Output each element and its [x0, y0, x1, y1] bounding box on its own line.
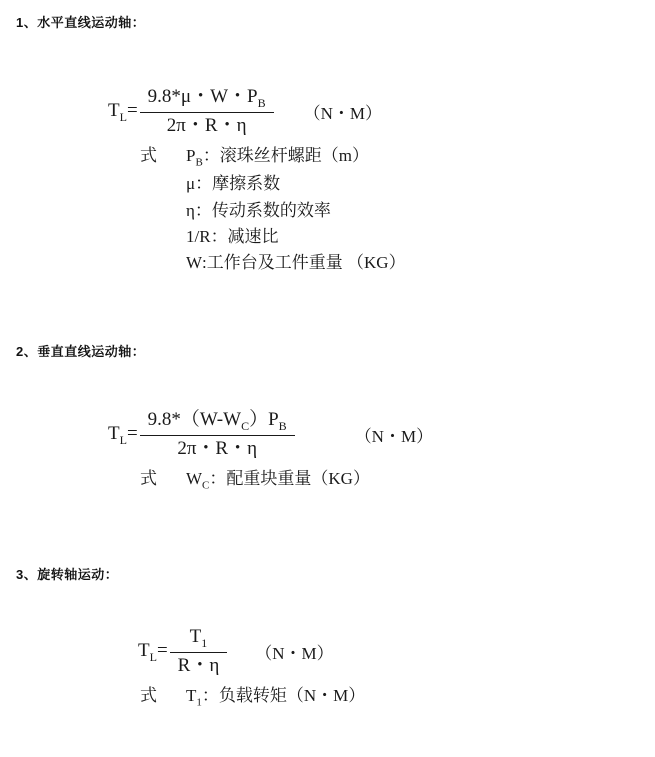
fraction-numerator: $9.8*(W-W_C)P_B$: [147, 409, 287, 433]
where-desc: ：摩擦系数: [195, 174, 281, 194]
fraction: [140, 408, 295, 462]
formula-block-rotary-axis-motion: [108, 625, 365, 711]
where-symbol: $W_C$: [186, 468, 210, 492]
equation-units: （N・M）: [354, 427, 434, 447]
where-symbol: W: [186, 253, 203, 273]
fraction-numerator: 9.8*μ・W・$P_B$: [147, 86, 266, 110]
where-desc: ：配重块重量（KG）: [209, 468, 370, 488]
where-symbol: $P_B$: [186, 145, 203, 169]
where-line: [140, 198, 406, 224]
where-list: [140, 143, 406, 277]
where-list: [140, 466, 433, 494]
fraction-denominator: 2π・R・η: [166, 115, 247, 137]
where-line: [140, 171, 406, 197]
where-list: [140, 683, 365, 711]
equation-units: （N・M）: [303, 104, 383, 124]
where-symbol: 1/R: [186, 227, 211, 247]
equation-units: （N・M）: [255, 644, 334, 664]
equation-row: [108, 408, 433, 462]
where-desc: :工作台及工件重量 （KG）: [202, 253, 406, 273]
section-title-vertical-linear-axis: 2、垂直直线运动轴：: [16, 344, 146, 359]
where-label: 式: [140, 468, 157, 488]
where-label: 式: [140, 685, 157, 705]
where-symbol: $T_1$: [186, 685, 202, 709]
where-line: [140, 466, 433, 494]
fraction-numerator: $T_1$: [189, 626, 208, 650]
equation-lhs: $T_L=$: [108, 422, 138, 447]
formula-block-horizontal-linear-axis: [108, 85, 406, 277]
equation-row: [138, 625, 365, 679]
section-title-horizontal-linear-axis: 1、水平直线运动轴：: [16, 15, 146, 30]
fraction-denominator: 2π・R・η: [177, 438, 258, 460]
formula-block-vertical-linear-axis: [108, 408, 433, 494]
where-desc: ：传动系数的效率: [194, 200, 331, 220]
section-title-rotary-axis-motion: 3、旋转轴运动：: [16, 567, 119, 582]
where-label: 式: [140, 145, 157, 165]
fraction: [170, 625, 228, 679]
where-symbol: μ: [186, 174, 196, 194]
fraction: [140, 85, 274, 139]
where-line: [140, 250, 406, 276]
fraction-denominator: R・η: [177, 655, 220, 677]
where-desc: ：负载转矩（N・M）: [201, 685, 366, 705]
where-desc: ：减速比: [210, 227, 279, 247]
where-symbol: η: [186, 200, 195, 220]
where-line: [140, 224, 406, 250]
equation-lhs: $T_L=$: [138, 639, 168, 664]
where-desc: ：滚珠丝杆螺距（m）: [202, 145, 370, 165]
where-line: [140, 143, 406, 171]
equation-row: [108, 85, 406, 139]
where-line: [140, 683, 365, 711]
equation-lhs: $T_L=$: [108, 99, 138, 124]
